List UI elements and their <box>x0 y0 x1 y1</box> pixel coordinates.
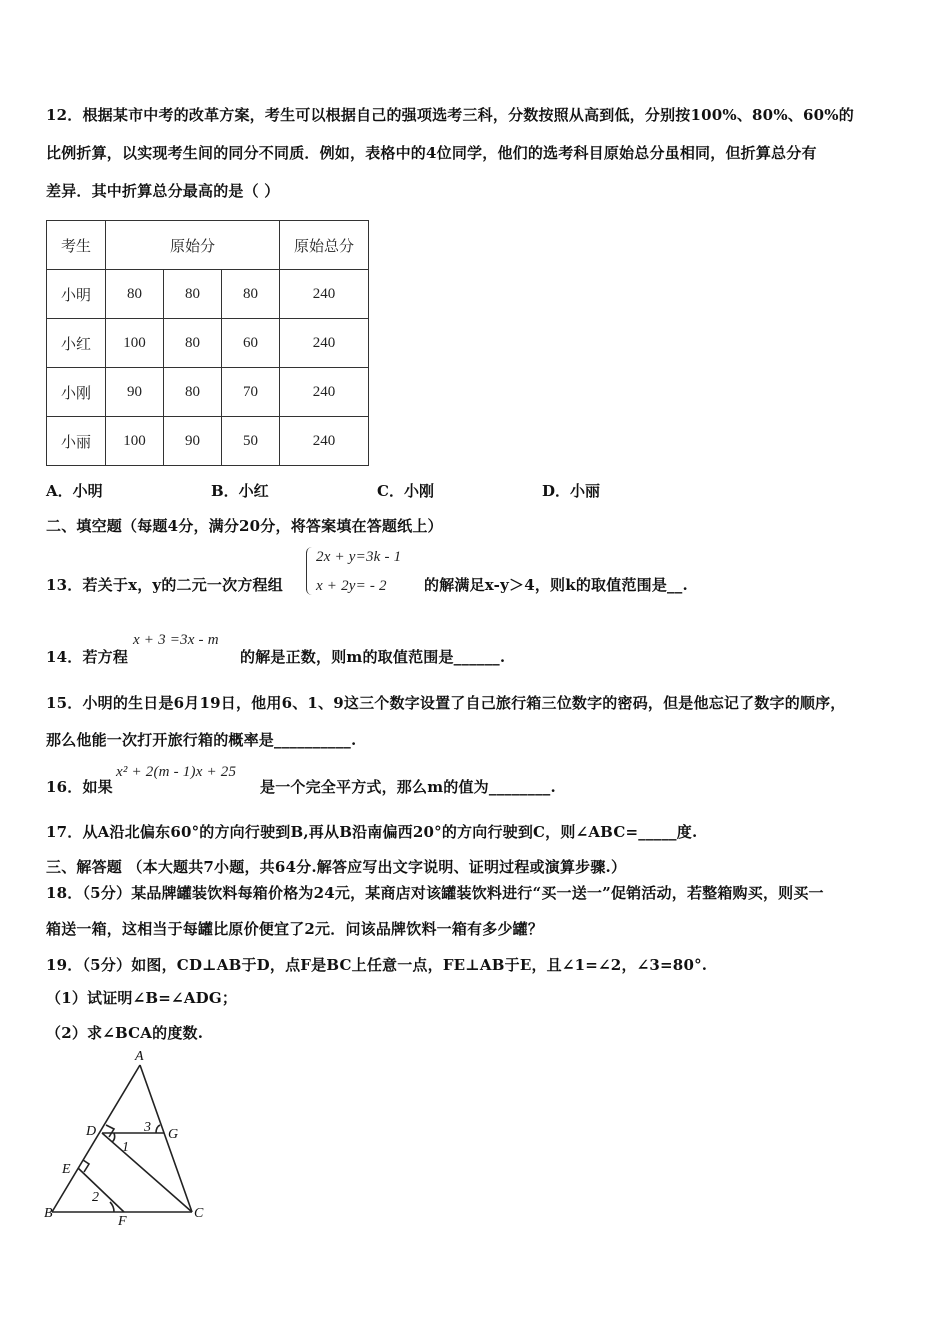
header-raw-total: 原始总分 <box>280 221 369 270</box>
right-angle-mark-e <box>83 1160 89 1172</box>
table-cell: 60 <box>222 319 280 368</box>
section-2-heading: 二、填空题（每题4分，满分20分，将答案填在答题纸上） <box>46 517 443 535</box>
right-angle-mark-d <box>106 1125 114 1137</box>
table-cell: 80 <box>164 270 222 319</box>
table-header-row <box>47 221 369 270</box>
label-f: F <box>118 1214 127 1229</box>
q17-text: 17．从A沿北偏东60°的方向行驶到B,再从B沿南偏西20°的方向行驶到C，则∠ABC=_____度. <box>46 823 698 841</box>
option-b: B．小红 <box>211 482 269 500</box>
q16-expression: x² + 2(m - 1)x + 25 <box>116 764 237 780</box>
angle-3-arc <box>156 1125 160 1133</box>
table-cell: 小红 <box>47 319 106 368</box>
table-cell: 240 <box>280 319 369 368</box>
angle-2-arc <box>110 1202 114 1212</box>
q15-line-2: 那么他能一次打开旅行箱的概率是__________. <box>46 731 357 749</box>
table-cell: 50 <box>222 417 280 466</box>
option-c: C．小刚 <box>377 482 434 500</box>
table-cell: 70 <box>222 368 280 417</box>
q13-equation-2: x + 2y= - 2 <box>316 578 387 594</box>
q13-prefix: 13．若关于x，y的二元一次方程组 <box>46 576 283 594</box>
q15-line-1: 15．小明的生日是6月19日，他用6、1、9这三个数字设置了自己旅行箱三位数字的密码，但是他忘记了数字的顺序， <box>46 694 846 712</box>
table-row <box>47 417 369 466</box>
q18-line-2: 箱送一箱，这相当于每罐比原价便宜了2元．问该品牌饮料一箱有多少罐？ <box>46 920 544 938</box>
table-cell: 100 <box>106 319 164 368</box>
label-c: C <box>194 1206 204 1221</box>
table-cell: 小刚 <box>47 368 106 417</box>
q19-part-1: （1）试证明∠B=∠ADG； <box>46 989 238 1007</box>
q12-line-1: 12．根据某市中考的改革方案，考生可以根据自己的强项选考三科，分数按照从高到低，分别按100%、80%、60%的 <box>46 106 854 124</box>
q16-prefix: 16．如果 <box>46 778 113 796</box>
q19-line-1: 19．（5分）如图，CD⊥AB于D，点F是BC上任意一点，FE⊥AB于E，且∠1=∠2，∠3=80°. <box>46 956 708 974</box>
label-3: 3 <box>144 1120 151 1135</box>
table-cell: 240 <box>280 270 369 319</box>
q19-part-2: （2）求∠BCA的度数. <box>46 1024 204 1042</box>
triangle-figure <box>40 1045 220 1230</box>
score-table <box>46 220 369 466</box>
table-cell: 80 <box>164 368 222 417</box>
q12-line-2: 比例折算，以实现考生间的同分不同质．例如，表格中的4位同学，他们的选考科目原始总分虽相同，但折算总分有 <box>46 144 817 162</box>
q13-equation-1: 2x + y=3k - 1 <box>316 549 402 565</box>
header-examinee: 考生 <box>47 221 106 270</box>
label-b: B <box>44 1206 53 1221</box>
table-cell: 80 <box>106 270 164 319</box>
table-row <box>47 319 369 368</box>
table-cell: 100 <box>106 417 164 466</box>
table-cell: 小明 <box>47 270 106 319</box>
table-cell: 小丽 <box>47 417 106 466</box>
q16-suffix: 是一个完全平方式，那么m的值为________. <box>260 778 556 796</box>
q14-prefix: 14．若方程 <box>46 648 129 666</box>
label-2: 2 <box>92 1190 99 1205</box>
section-3-heading: 三、解答题 （本大题共7小题，共64分.解答应写出文字说明、证明过程或演算步骤.） <box>46 858 627 876</box>
label-d: D <box>86 1124 97 1139</box>
angle-1-arc <box>112 1133 115 1142</box>
label-1: 1 <box>122 1140 129 1155</box>
table-row <box>47 368 369 417</box>
table-cell: 90 <box>164 417 222 466</box>
equation-system-brace <box>306 547 315 595</box>
label-e: E <box>62 1162 71 1177</box>
option-a: A．小明 <box>46 482 103 500</box>
q12-line-3: 差异．其中折算总分最高的是（ ） <box>46 182 280 200</box>
table-cell: 240 <box>280 417 369 466</box>
table-cell: 80 <box>222 270 280 319</box>
q14-equation: x + 3 =3x - m <box>133 632 219 648</box>
q14-suffix: 的解是正数，则m的取值范围是______. <box>240 648 506 666</box>
label-a: A <box>135 1049 144 1064</box>
table-cell: 80 <box>164 319 222 368</box>
segment-ef <box>78 1168 124 1212</box>
label-g: G <box>168 1127 179 1142</box>
table-cell: 90 <box>106 368 164 417</box>
table-row <box>47 270 369 319</box>
option-d: D．小丽 <box>542 482 601 500</box>
header-raw-scores: 原始分 <box>106 221 280 270</box>
q18-line-1: 18．（5分）某品牌罐装饮料每箱价格为24元，某商店对该罐装饮料进行“买一送一”促销活动，若整箱购买，则买一 <box>46 884 824 902</box>
q13-suffix: 的解满足x-y＞4，则k的取值范围是__. <box>424 576 688 594</box>
table-cell: 240 <box>280 368 369 417</box>
